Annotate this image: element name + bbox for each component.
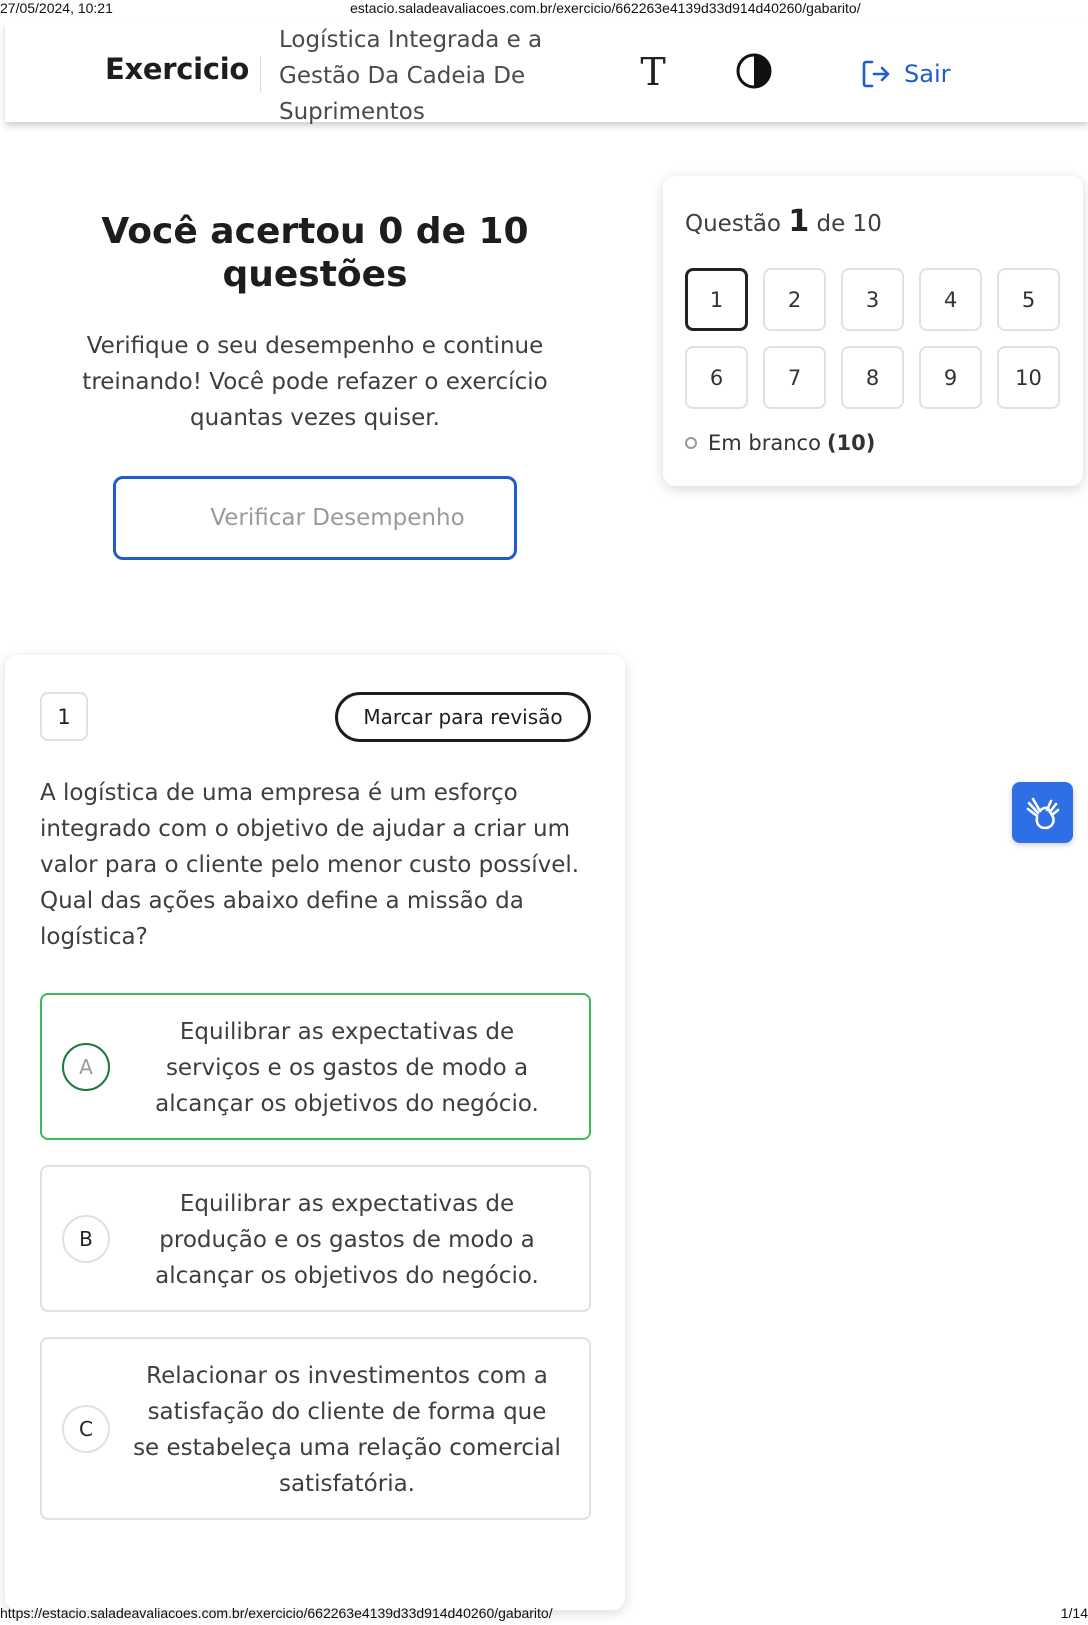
sign-language-icon (1023, 793, 1063, 833)
mark-for-review-button[interactable]: Marcar para revisão (335, 692, 591, 742)
question-link-5[interactable]: 5 (997, 268, 1060, 331)
navigator-current: 1 (788, 204, 810, 239)
question-link-3[interactable]: 3 (841, 268, 904, 331)
option-text: Relacionar os investimentos com a satisfação do cliente de forma que se estabeleça uma relação comercial satisfatória. (133, 1363, 561, 1497)
print-footer-url: https://estacio.saladeavaliacoes.com.br/exercicio/662263e4139d33d914d40260/gabarito/ (0, 1605, 553, 1621)
question-link-4[interactable]: 4 (919, 268, 982, 331)
navigator-suffix: de 10 (816, 211, 882, 237)
legend-count: (10) (826, 431, 876, 455)
result-message: Verifique o seu desempenho e continue treinando! Você pode refazer o exercício quantas vezes quiser. (82, 333, 548, 431)
navigator-title (685, 204, 882, 239)
logout-icon (860, 58, 892, 90)
print-url: estacio.saladeavaliacoes.com.br/exercicio/662263e4139d33d914d40260/gabarito/ (350, 0, 861, 16)
option-b[interactable] (40, 1165, 591, 1312)
navigator-prefix: Questão (685, 211, 781, 237)
option-text: Equilibrar as expectativas de produção e os gastos de modo a alcançar os objetivos do negócio. (155, 1191, 539, 1289)
option-letter: A (62, 1043, 110, 1091)
option-a[interactable] (40, 993, 591, 1140)
blank-legend (685, 431, 875, 455)
font-size-icon[interactable]: T (640, 50, 666, 94)
question-link-2[interactable]: 2 (763, 268, 826, 331)
top-bar (5, 22, 1088, 125)
option-c[interactable] (40, 1337, 591, 1520)
option-letter: B (62, 1215, 110, 1263)
verify-performance-button[interactable]: Verificar Desempenho (113, 476, 517, 560)
contrast-icon[interactable] (735, 52, 773, 90)
logout-button[interactable] (860, 58, 950, 90)
print-footer (0, 1605, 1088, 1625)
print-page-number: 1/14 (1060, 1605, 1088, 1621)
question-link-7[interactable]: 7 (763, 346, 826, 409)
question-number: 1 (40, 692, 88, 741)
option-letter: C (62, 1405, 110, 1453)
question-card (5, 655, 625, 1610)
result-summary (60, 210, 570, 436)
question-link-8[interactable]: 8 (841, 346, 904, 409)
question-navigator (663, 176, 1083, 486)
question-link-1[interactable]: 1 (685, 268, 748, 331)
blank-dot-icon (685, 437, 697, 449)
logout-label: Sair (904, 60, 951, 88)
question-link-10[interactable]: 10 (997, 346, 1060, 409)
course-title: Logística Integrada e a Gestão Da Cadeia De Suprimentos (279, 27, 543, 125)
brand-title: Exercicio (105, 52, 249, 86)
question-text: A logística de uma empresa é um esforço integrado com o objetivo de ajudar a criar um valor para o cliente pelo menor custo possível. Qual das ações abaixo define a missão da logística? (40, 780, 580, 950)
question-link-9[interactable]: 9 (919, 346, 982, 409)
print-date: 27/05/2024, 10:21 (0, 0, 113, 16)
result-title: Você acertou 0 de 10 questões (101, 211, 529, 295)
option-text: Equilibrar as expectativas de serviços e os gastos de modo a alcançar os objetivos do negócio. (155, 1019, 539, 1117)
question-link-6[interactable]: 6 (685, 346, 748, 409)
print-header (0, 0, 1088, 20)
legend-label: Em branco (708, 431, 821, 455)
sign-language-button[interactable] (1012, 782, 1073, 843)
brand-divider (260, 56, 261, 92)
